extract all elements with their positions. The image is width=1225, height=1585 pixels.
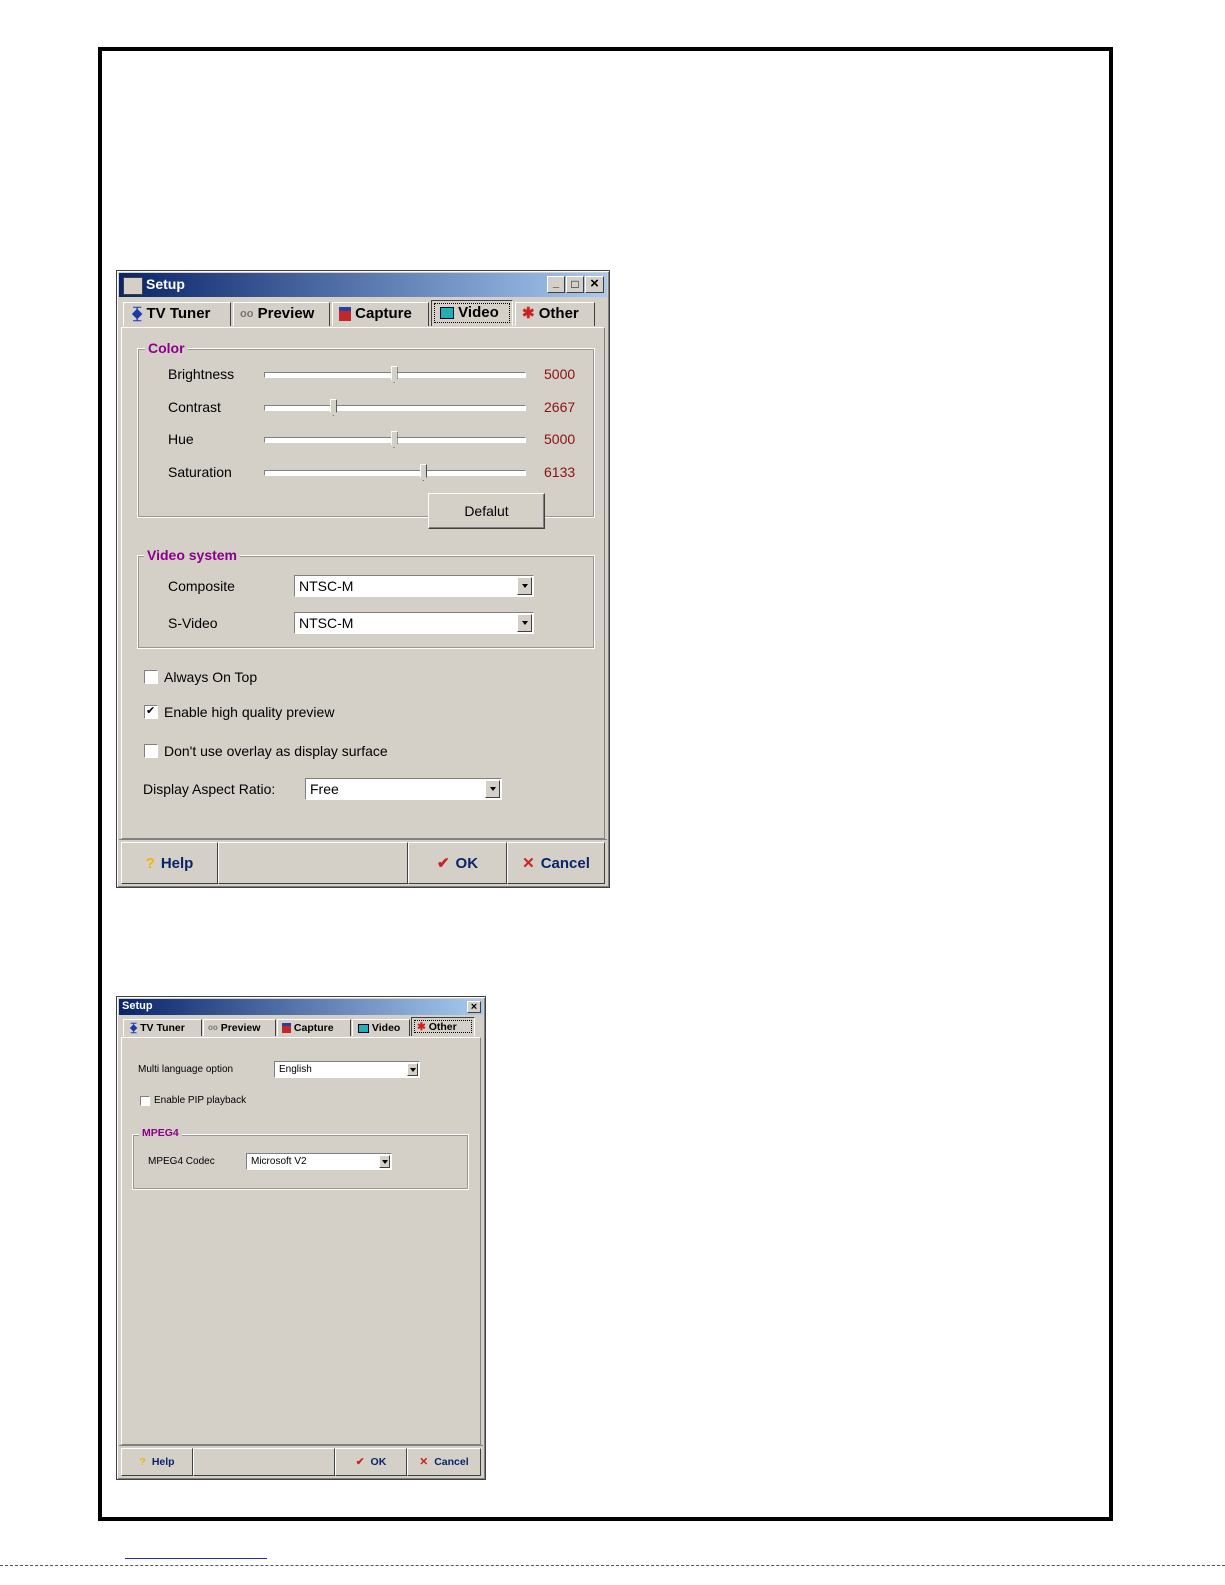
tv-antenna-icon: ⧱ [132, 305, 143, 323]
checkmark-icon: ✔ [436, 855, 450, 872]
close-button[interactable]: × [585, 276, 604, 293]
tab-other[interactable] [515, 302, 595, 326]
capture-icon [339, 307, 351, 321]
tab-preview[interactable] [203, 1019, 276, 1036]
cancel-label: Cancel [434, 1456, 469, 1468]
color-group-title: Color [145, 340, 188, 356]
hue-label: Hue [168, 431, 194, 447]
window-title: Setup [122, 1000, 153, 1012]
pip-playback-label[interactable]: Enable PIP playback [154, 1095, 247, 1106]
language-select-value: English [279, 1064, 312, 1075]
tab-capture[interactable] [277, 1019, 351, 1036]
spacer-panel [218, 842, 408, 884]
help-button[interactable] [121, 1448, 193, 1476]
no-overlay-checkbox[interactable] [144, 744, 158, 758]
no-overlay-label[interactable]: Don't use overlay as display surface [164, 743, 388, 759]
tv-antenna-icon: ⧱ [130, 1022, 138, 1035]
cancel-button[interactable] [407, 1448, 481, 1476]
title-bar[interactable] [119, 273, 607, 297]
help-label: Help [160, 854, 194, 872]
tab-bar [121, 1019, 481, 1037]
mpeg4-codec-label: MPEG4 Codec [148, 1156, 215, 1167]
chevron-down-icon[interactable] [407, 1063, 418, 1076]
setup-dialog-other [116, 996, 486, 1480]
app-icon [123, 277, 143, 295]
monitor-icon [440, 307, 454, 319]
always-on-top-label[interactable]: Always On Top [164, 669, 258, 685]
tools-icon: ✱ [522, 305, 535, 323]
high-quality-preview-checkbox[interactable] [144, 705, 158, 719]
help-icon: ? [145, 854, 155, 872]
glasses-icon: oo [240, 308, 254, 321]
tab-label: Preview [257, 305, 315, 322]
tab-video[interactable] [431, 300, 513, 326]
brightness-label: Brightness [168, 366, 235, 382]
pip-playback-checkbox[interactable] [140, 1096, 150, 1106]
checkmark-icon: ✔ [355, 1456, 365, 1468]
mpeg4-codec-select-value: Microsoft V2 [251, 1156, 307, 1167]
window-title: Setup [146, 276, 185, 292]
saturation-slider-track[interactable] [264, 470, 526, 476]
ok-button[interactable] [335, 1448, 407, 1476]
tab-label: TV Tuner [140, 1022, 185, 1034]
tab-label: Video [458, 304, 499, 321]
mpeg4-codec-select[interactable] [246, 1153, 392, 1170]
svideo-label: S-Video [168, 615, 218, 631]
other-tab-panel [121, 1037, 481, 1445]
tab-label: Other [428, 1021, 457, 1033]
tab-video[interactable] [352, 1019, 410, 1036]
minimize-button[interactable]: _ [547, 276, 565, 293]
tab-label: Capture [293, 1022, 334, 1034]
spacer-panel [193, 1448, 335, 1476]
chevron-down-icon[interactable] [517, 614, 532, 632]
footnote-rule [125, 1558, 267, 1559]
contrast-slider-track[interactable] [264, 405, 526, 411]
brightness-value: 5000 [544, 366, 576, 382]
always-on-top-checkbox[interactable] [144, 670, 158, 684]
high-quality-preview-label[interactable]: Enable high quality preview [164, 704, 335, 720]
svideo-select-value: NTSC-M [299, 615, 354, 631]
tab-tv-tuner[interactable] [123, 302, 231, 326]
button-bar [119, 1445, 483, 1478]
maximize-button[interactable]: □ [566, 276, 584, 293]
ok-label: OK [455, 854, 479, 872]
close-button[interactable]: × [467, 1001, 481, 1013]
tab-bar [121, 302, 605, 328]
hue-value: 5000 [544, 431, 576, 447]
tab-label: Preview [220, 1022, 261, 1034]
language-select[interactable] [274, 1061, 420, 1078]
video-tab-panel [121, 327, 605, 839]
tab-label: Other [538, 305, 579, 322]
chevron-down-icon[interactable] [379, 1155, 390, 1168]
check-mark-icon: ✔ [146, 705, 156, 717]
aspect-ratio-select[interactable] [305, 778, 502, 800]
saturation-label: Saturation [168, 464, 232, 480]
tab-tv-tuner[interactable] [123, 1019, 202, 1036]
ok-button[interactable] [408, 842, 507, 884]
cancel-label: Cancel [540, 854, 590, 872]
ok-label: OK [370, 1456, 387, 1468]
default-button[interactable]: Defalut [428, 493, 545, 529]
video-system-group-title: Video system [144, 547, 240, 563]
composite-label: Composite [168, 578, 235, 594]
aspect-ratio-select-value: Free [310, 781, 339, 797]
tools-icon: ✱ [417, 1021, 426, 1034]
button-bar [119, 839, 607, 886]
glasses-icon: oo [208, 1023, 218, 1033]
tab-label: Video [371, 1022, 401, 1034]
saturation-value: 6133 [544, 464, 576, 480]
tab-preview[interactable] [233, 302, 330, 326]
page-footer-rule [0, 1565, 1225, 1566]
help-icon: ? [139, 1456, 146, 1468]
capture-icon [282, 1023, 291, 1033]
help-label: Help [151, 1456, 175, 1468]
cancel-icon: ✕ [522, 855, 535, 872]
setup-dialog-video [116, 270, 610, 888]
contrast-value: 2667 [544, 399, 576, 415]
tab-other[interactable] [411, 1017, 475, 1036]
monitor-icon [358, 1024, 369, 1033]
video-system-group [137, 555, 595, 649]
help-button[interactable] [121, 842, 218, 884]
composite-select-value: NTSC-M [299, 578, 354, 594]
svideo-select[interactable] [294, 612, 534, 634]
tab-label: Capture [355, 305, 412, 322]
composite-select[interactable] [294, 575, 534, 597]
cancel-button[interactable] [507, 842, 605, 884]
language-label: Multi language option [138, 1064, 234, 1075]
tab-capture[interactable] [332, 302, 429, 326]
chevron-down-icon[interactable] [517, 577, 532, 595]
aspect-ratio-label: Display Aspect Ratio: [143, 781, 276, 797]
tab-label: TV Tuner [146, 305, 211, 322]
cancel-icon: ✕ [419, 1456, 429, 1468]
contrast-label: Contrast [168, 399, 221, 415]
chevron-down-icon[interactable] [485, 780, 500, 798]
mpeg4-group-title: MPEG4 [139, 1127, 182, 1139]
title-bar[interactable] [119, 999, 483, 1015]
